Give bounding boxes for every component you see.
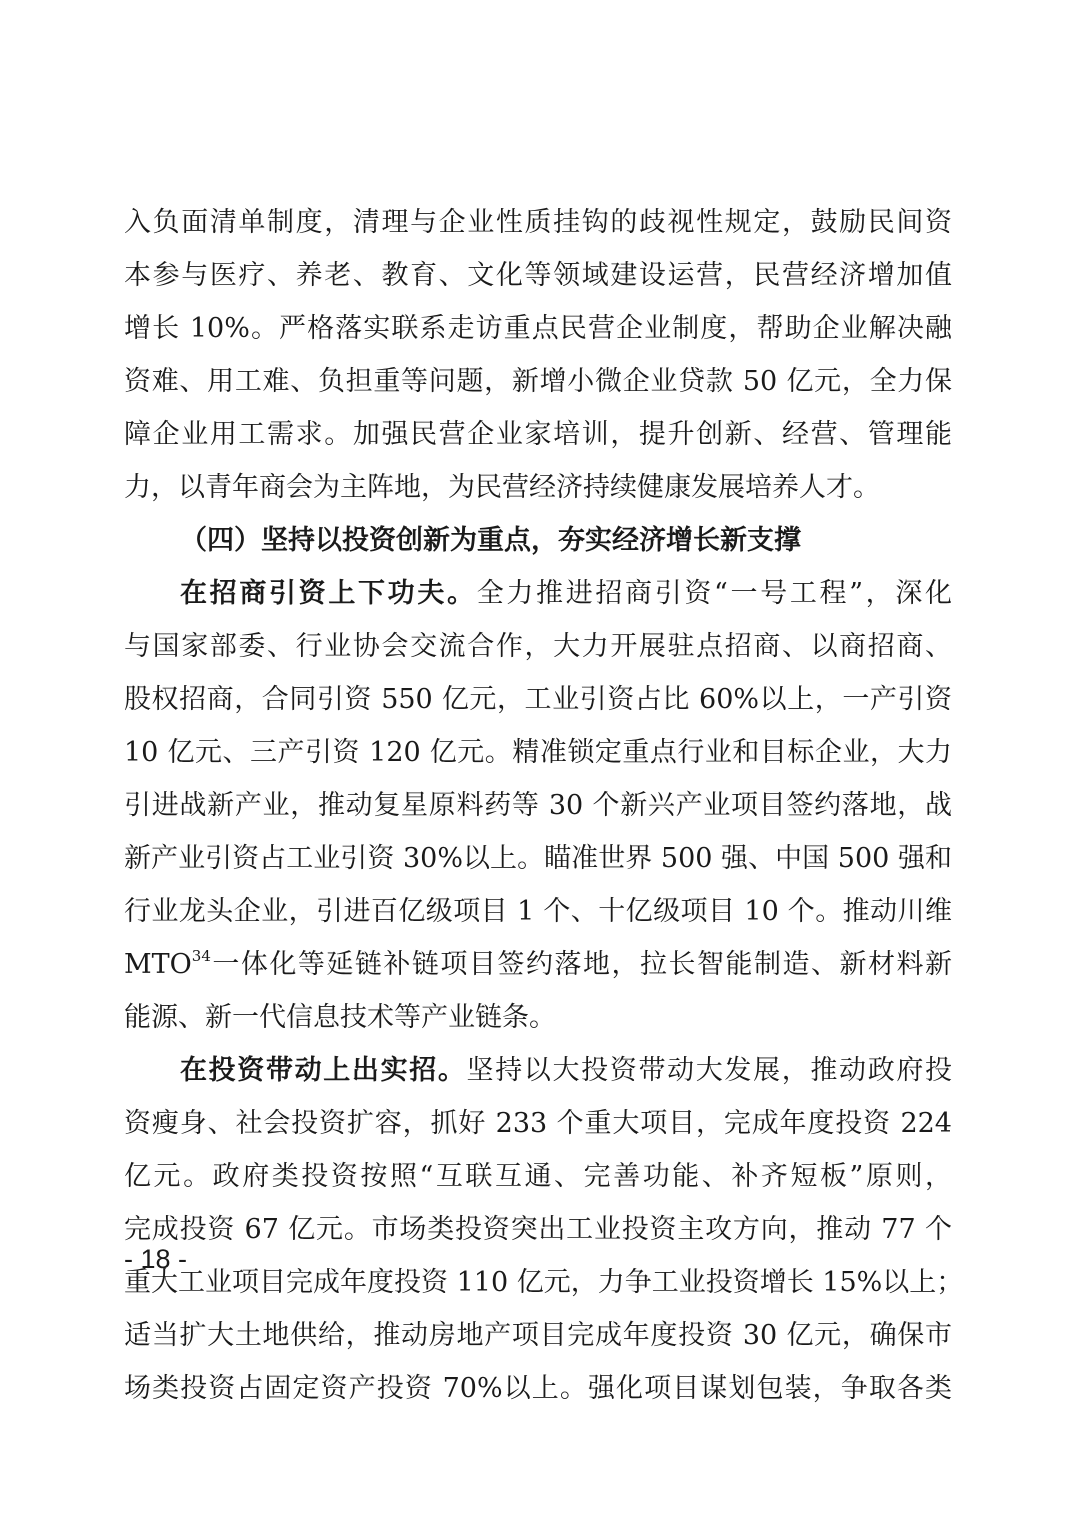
text-line: 资难、用工难、负担重等问题，新增小微企业贷款 50 亿元，全力保 <box>124 366 952 397</box>
text-line: 10 亿元、三产引资 120 亿元。精准锁定重点行业和目标企业，大力 <box>124 737 952 768</box>
text-line: 新产业引资占工业引资 30%以上。瞄准世界 500 强、中国 500 强和 <box>124 843 952 874</box>
text-line: 入负面清单制度，清理与企业性质挂钩的歧视性规定，鼓励民间资 <box>124 207 952 238</box>
paragraph-investment-attraction <box>124 567 952 1044</box>
text-line <box>124 567 952 620</box>
text-line: 适当扩大土地供给，推动房地产项目完成年度投资 30 亿元，确保市 <box>124 1320 952 1351</box>
text-line: 力，以青年商会为主阵地，为民营经济持续健康发展培养人才。 <box>124 472 880 503</box>
text-line: 引进战新产业，推动复星原料药等 30 个新兴产业项目签约落地，战 <box>124 790 952 821</box>
text-line: 资瘦身、社会投资扩容，抓好 233 个重大项目，完成年度投资 224 <box>124 1108 952 1139</box>
text-line: 与国家部委、行业协会交流合作，大力开展驻点招商、以商招商、 <box>124 631 952 662</box>
document-body <box>124 196 964 1415</box>
paragraph-lead: 在招商引资上下功夫。 <box>180 578 477 609</box>
page-number: - 18 - <box>124 1244 188 1274</box>
text-fragment: 全力推进招商引资“一号工程”，深化 <box>476 578 953 609</box>
text-line: 行业龙头企业，引进百亿级项目 1 个、十亿级项目 10 个。推动川维 <box>124 896 952 927</box>
text-fragment: 坚持以大投资带动大发展，推动政府投 <box>466 1055 953 1086</box>
paragraph-lead: 在投资带动上出实招。 <box>180 1055 467 1086</box>
text-line: 股权招商，合同引资 550 亿元，工业引资占比 60%以上，一产引资 <box>124 684 952 715</box>
text-fragment: MTO <box>124 949 192 980</box>
text-line: 障企业用工需求。加强民营企业家培训，提升创新、经营、管理能 <box>124 419 952 450</box>
text-line: 完成投资 67 亿元。市场类投资突出工业投资主攻方向，推动 77 个 <box>124 1214 952 1245</box>
text-line <box>124 1044 952 1097</box>
paragraph-private-economy <box>124 196 952 514</box>
section-heading: （四）坚持以投资创新为重点，夯实经济增长新支撑 <box>180 525 801 556</box>
footnote-marker: 34 <box>191 947 211 965</box>
text-line: 重大工业项目完成年度投资 110 亿元，力争工业投资增长 15%以上； <box>124 1267 964 1298</box>
text-line: 增长 10%。严格落实联系走访重点民营企业制度，帮助企业解决融 <box>124 313 952 344</box>
paragraph-investment-driving <box>124 1044 964 1415</box>
text-line <box>124 938 952 991</box>
text-line: 能源、新一代信息技术等产业链条。 <box>124 1002 556 1033</box>
text-fragment: 一体化等延链补链项目签约落地，拉长智能制造、新材料新 <box>210 949 952 980</box>
text-line: 亿元。政府类投资按照“互联互通、完善功能、补齐短板”原则， <box>124 1161 952 1192</box>
text-line: 场类投资占固定资产投资 70%以上。强化项目谋划包装，争取各类 <box>124 1373 952 1404</box>
text-line: 本参与医疗、养老、教育、文化等领域建设运营，民营经济增加值 <box>124 260 952 291</box>
